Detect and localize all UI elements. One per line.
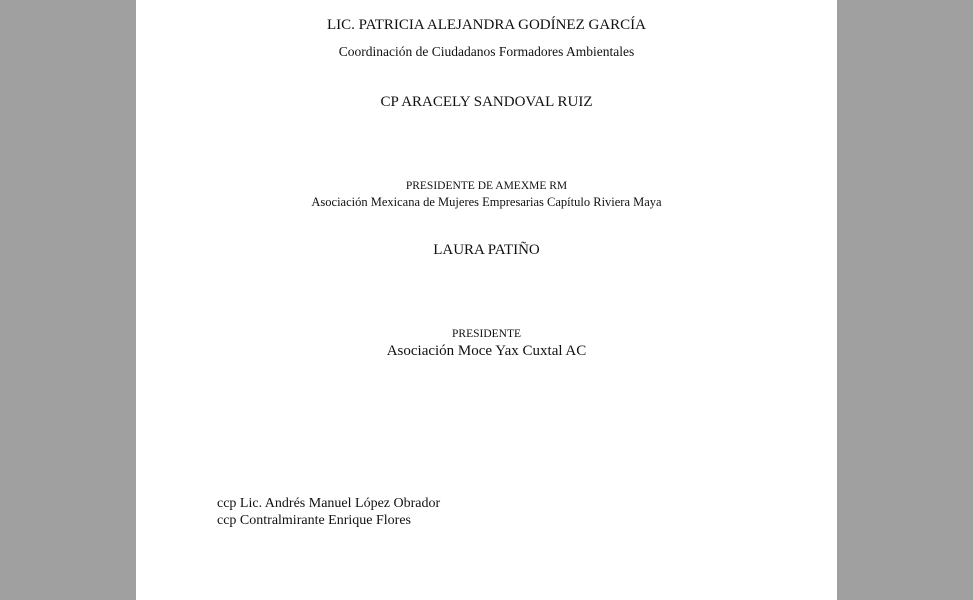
signatory-1-name: LIC. PATRICIA ALEJANDRA GODÍNEZ GARCÍA	[326, 17, 647, 33]
signatory-2-title: PRESIDENTE DE AMEXME RM	[405, 180, 568, 192]
ccp-line-2: ccp Contralmirante Enrique Flores	[217, 513, 411, 528]
signatory-2-name: CP ARACELY SANDOVAL RUIZ	[380, 94, 593, 110]
signatory-3-name: LAURA PATIÑO	[433, 242, 540, 258]
signatory-2-org: Asociación Mexicana de Mujeres Empresarias Capítulo Riviera Maya	[311, 195, 662, 209]
ccp-line-1: ccp Lic. Andrés Manuel López Obrador	[217, 496, 441, 511]
document-page	[136, 0, 837, 600]
signatory-1-role: Coordinación de Ciudadanos Formadores Ambientales	[338, 44, 635, 59]
signatory-3-org: Asociación Moce Yax Cuxtal AC	[386, 343, 587, 359]
signatory-3-title: PRESIDENTE	[452, 328, 521, 340]
